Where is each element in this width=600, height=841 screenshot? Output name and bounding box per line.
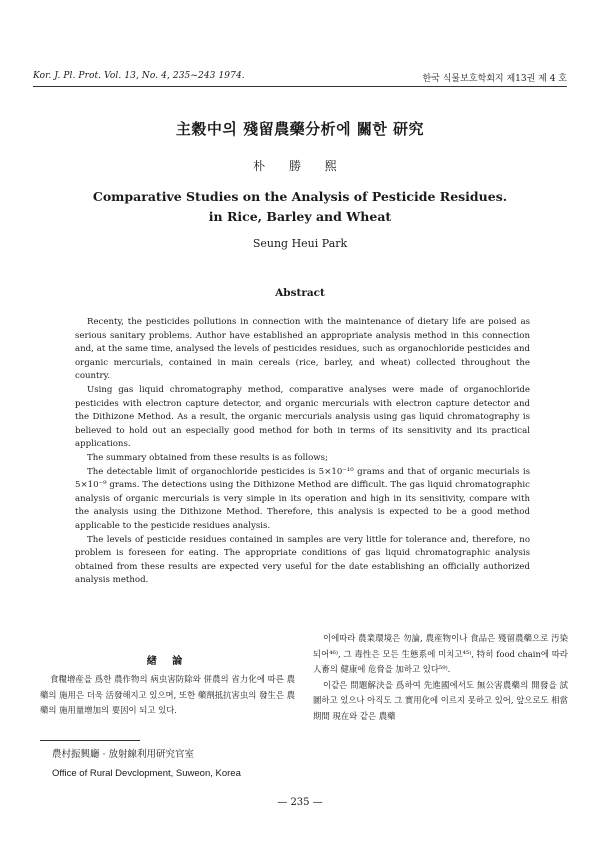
title-english-line-2: in Rice, Barley and Wheat bbox=[208, 209, 392, 224]
affiliation-english: Office of Rural Devclopment, Suweon, Korea bbox=[52, 768, 241, 779]
abstract-paragraph: Recenty, the pesticides pollutions in connection with the maintenance of dietary life are poised as serious sanitary problems. Author have established an appropriate analysis method in this connection and, at the same time, analysed the levels of pesticides residues, such as organochloride pesticides and organic mercurials, contained in main cereals (rice, barley, and wheat) collected throughout the country. bbox=[75, 317, 530, 382]
author-korean: 朴 勝 熙 bbox=[253, 159, 347, 173]
footnote-rule bbox=[40, 740, 140, 741]
abstract-paragraph: The summary obtained from these results is as follows; bbox=[87, 452, 328, 463]
right-column-paragraph: 이같은 問題解決을 爲하여 先進國에서도 無公害農藥의 開發을 試圖하고 있으나 아직도 그 實用化에 이르지 못하고 있어, 앞으로도 相當期間 現在와 같은 農藥 bbox=[313, 679, 568, 721]
title-korean: 主穀中의 殘留農藥分析에 關한 研究 bbox=[175, 120, 425, 138]
author-english: Seung Heui Park bbox=[252, 237, 348, 250]
journal-header: 한국 식물보호학회지 제13권 제 4 호 bbox=[422, 74, 567, 84]
abstract-heading: Abstract bbox=[275, 287, 325, 299]
title-english bbox=[0, 187, 600, 227]
introduction-heading: 緖 論 bbox=[146, 656, 189, 667]
right-column-paragraph: 이에따라 農業環境은 勿論, 農産物이나 食品은 殘留農藥으로 汚染되어⁴⁶⁾, 그 毒性은 모든 生態系에 미치고⁴⁵⁾, 特히 food chain에 따라 人畜의 健康에 危脅을 加하고 있다⁵⁹⁾. bbox=[313, 633, 568, 674]
page-number: — 235 — bbox=[277, 797, 323, 808]
left-column bbox=[40, 672, 295, 719]
abstract-paragraph: Using gas liquid chromatography method, comparative analyses were made of organochloride pesticides with electron capture detector, and organic mercurials with electron capture detector and the Dithizone Method. As a result, the organic mercurials analysis using gas liquid chromatography is believed to hold out an especially good method for both in terms of its sensitivity and its practical applications. bbox=[75, 384, 530, 450]
abstract-body bbox=[75, 316, 530, 588]
left-column-paragraph: 食糧增産을 爲한 農作物의 病虫害防除와 併農의 省力化에 따른 農藥의 施用은 더욱 活發해지고 있으며, 또한 藥劑抵抗害虫의 發生은 農藥의 施用量增加의 要因이 되고 있다. bbox=[40, 674, 295, 715]
citation-header: Kor. J. Pl. Prot. Vol. 13, No. 4, 235~243 1974. bbox=[33, 71, 245, 81]
header-rule bbox=[33, 86, 567, 87]
right-column bbox=[313, 631, 568, 724]
affiliation-korean: 農村振興廳 · 放射線利用研究官室 bbox=[52, 749, 195, 760]
abstract-paragraph: The levels of pesticide residues contained in samples are very little for tolerance and, therefore, no problem is foreseen for eating. The appropriate conditions of gas liquid chromatographic analysis obtained from these results are expected very useful for the date establishing an officially authorized analysis method. bbox=[75, 534, 530, 586]
title-english-line-1: Comparative Studies on the Analysis of Pesticide Residues. bbox=[92, 189, 508, 204]
abstract-paragraph: The detectable limit of organochloride pesticides is 5×10⁻¹⁰ grams and that of organic mecurials is 5×10⁻⁹ grams. The detections using the Dithizone Method are difficult. The gas liquid chromatographic analysis of organic mercurials is very simple in its operation and high in its sensitivity, compare with the analysis using the Dithizone Method. Therefore, this analysis is expected to be a good method applicable to the pesticide residues analysis. bbox=[75, 466, 530, 531]
